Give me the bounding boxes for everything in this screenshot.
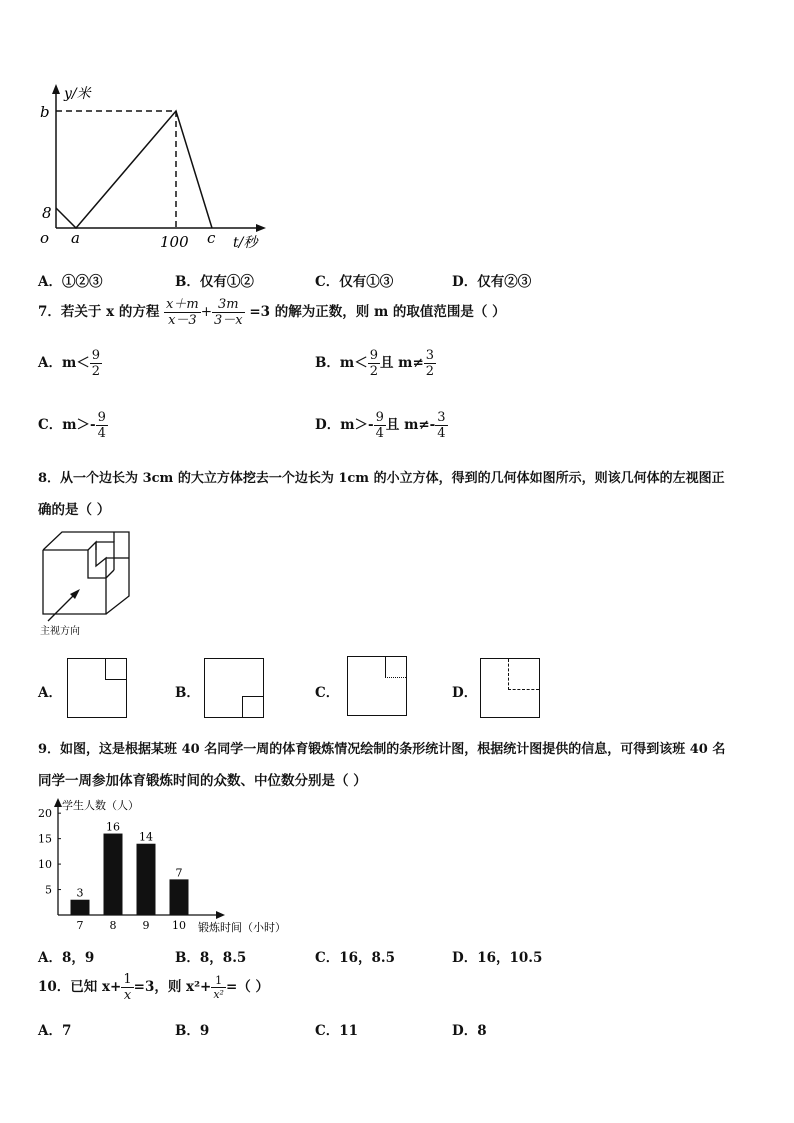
q10-frac1-den: x — [123, 988, 132, 1003]
q7-option-a[interactable] — [38, 348, 102, 379]
q8-line1: 8．从一个边长为 3cm 的大立方体挖去一个边长为 1cm 的小立方体，得到的几何体如图所示，则该几何体的左视图正 — [38, 471, 725, 486]
q7-d-den: 4 — [375, 426, 384, 441]
graph-y-arrow — [52, 84, 60, 94]
q9-option-b[interactable]: B．8，8.5 — [175, 950, 247, 966]
direction-arrow — [48, 593, 76, 621]
q9-option-d[interactable]: D．16，10.5 — [452, 950, 543, 966]
chart-bar — [104, 834, 123, 915]
graph-b-label: b — [40, 103, 50, 121]
q10-mid: =3，则 x²+ — [133, 979, 212, 995]
graph-100-label: 100 — [160, 233, 189, 251]
q7-a-num: 9 — [91, 348, 101, 363]
q7-prefix: 7．若关于 x 的方程 — [38, 304, 160, 320]
cube-notch — [88, 542, 96, 550]
chart-category-label: 9 — [142, 919, 150, 932]
q7-c-den: 4 — [97, 426, 106, 441]
q7-b-den: 2 — [369, 364, 378, 379]
q7-c-frac — [96, 410, 108, 441]
q7-option-d[interactable] — [315, 410, 448, 441]
q7-frac2-num: 3m — [212, 297, 245, 313]
chart-category-label: 7 — [76, 919, 84, 932]
q7-a-den: 2 — [91, 364, 101, 379]
q9-line2: 同学一周参加体育锻炼时间的众数、中位数分别是（ ） — [38, 773, 367, 789]
q8-c-square[interactable] — [347, 656, 407, 716]
chart-bar — [170, 879, 189, 915]
chart-x-arrow — [216, 911, 225, 919]
q7-b-den2: 2 — [425, 364, 435, 379]
q6-option-d[interactable]: D．仅有②③ — [452, 274, 532, 290]
q9-line1: 9．如图，这是根据某班 40 名同学一周的体育锻炼情况绘制的条形统计图，根据统计图提供的信息，可得到该班 40 名 — [38, 742, 726, 757]
q10-option-d[interactable]: D．8 — [452, 1023, 487, 1039]
q7-b-frac — [368, 348, 380, 379]
chart-y-arrow — [54, 798, 62, 807]
q6-option-b[interactable]: B．仅有①② — [175, 274, 254, 290]
q7-d-num2: 3 — [437, 410, 446, 425]
q10-option-a[interactable]: A．7 — [38, 1023, 72, 1039]
q8-d-inner-square — [508, 659, 539, 690]
chart-data-label: 14 — [139, 830, 153, 844]
graph-c-label: c — [207, 229, 216, 247]
q8-c-inner-square — [385, 657, 406, 678]
q7-b-prefix: B．m＜ — [315, 355, 368, 371]
q7-option-c[interactable] — [38, 410, 108, 441]
chart-xlabel: 锻炼时间（小时） — [198, 921, 286, 934]
chart-ylabel: 学生人数（人） — [62, 799, 139, 812]
chart-data-label: 16 — [106, 820, 120, 834]
q8-option-a[interactable]: A． — [38, 685, 62, 701]
q7-c-prefix: C．m＞- — [38, 417, 96, 433]
q7-b-mid: 且 m≠ — [379, 355, 424, 371]
q10-stem — [38, 972, 269, 1003]
q7-c-num: 9 — [97, 410, 106, 425]
q10-suffix: =（ ） — [225, 979, 269, 995]
q7-b-frac2 — [424, 348, 436, 379]
q7-d-frac — [374, 410, 386, 441]
chart-ytick-label: 20 — [38, 807, 52, 821]
cube-notch-edge3 — [106, 570, 114, 578]
cube-notch-top — [96, 542, 114, 558]
q10-frac2-den: x² — [213, 988, 224, 1001]
q7-plus: + — [200, 304, 213, 320]
q7-frac1 — [164, 297, 201, 328]
chart-data-label: 3 — [76, 886, 84, 900]
q7-a-prefix: A．m＜ — [38, 355, 90, 371]
distance-time-graph — [30, 80, 300, 258]
q8-option-c[interactable]: C． — [315, 685, 340, 701]
q7-option-b[interactable] — [315, 348, 436, 379]
q7-frac2 — [212, 297, 245, 328]
chart-data-label: 7 — [175, 866, 183, 880]
q10-frac2-num: 1 — [211, 974, 226, 988]
cube-notch-inner — [96, 542, 106, 578]
q7-frac1-num: x＋m — [166, 297, 199, 312]
q10-frac2 — [211, 974, 226, 1001]
q8-b-square[interactable] — [204, 658, 264, 718]
q8-option-d[interactable]: D． — [452, 685, 478, 701]
chart-ytick-label: 10 — [38, 858, 52, 872]
direction-label: 主视方向 — [40, 626, 80, 637]
q7-frac1-den: x－3 — [168, 313, 197, 328]
q7-d-den2: 4 — [437, 426, 446, 441]
q6-option-a[interactable]: A．①②③ — [38, 274, 103, 290]
graph-line — [56, 111, 212, 228]
bar-chart — [30, 795, 310, 940]
q9-option-a[interactable]: A．8，9 — [38, 950, 95, 966]
graph-t-label: t/秒 — [233, 235, 258, 251]
q7-b-num: 9 — [369, 348, 378, 363]
chart-ytick-label: 15 — [38, 832, 52, 846]
q7-d-prefix: D．m＞- — [315, 417, 374, 433]
cube-top-face — [43, 532, 129, 614]
q10-frac1-num: 1 — [123, 972, 132, 987]
q7-frac2-den: 3－x — [214, 313, 243, 328]
q8-d-square[interactable] — [480, 658, 540, 718]
graph-8-label: 8 — [42, 204, 52, 222]
q8-line2: 确的是（ ） — [38, 502, 111, 518]
chart-bar — [71, 900, 90, 915]
graph-x-arrow — [256, 224, 266, 232]
q9-option-c[interactable]: C．16，8.5 — [315, 950, 396, 966]
chart-category-label: 8 — [109, 919, 117, 932]
q8-option-b[interactable]: B． — [175, 685, 200, 701]
cube-figure — [38, 528, 138, 638]
q10-frac1 — [121, 972, 133, 1003]
q7-d-mid: 且 m≠- — [385, 417, 436, 433]
q8-a-inner-square — [105, 659, 126, 680]
q8-a-square[interactable] — [67, 658, 127, 718]
chart-category-label: 10 — [172, 919, 186, 932]
graph-y-label: y/米 — [64, 86, 91, 102]
q7-stem — [38, 297, 506, 328]
q7-d-num: 9 — [375, 410, 384, 425]
q7-a-frac — [90, 348, 102, 379]
q10-option-b[interactable]: B．9 — [175, 1023, 210, 1039]
q7-suffix: =3 的解为正数，则 m 的取值范围是（ ） — [249, 304, 506, 320]
chart-ytick-label: 5 — [45, 883, 52, 897]
q6-option-c[interactable]: C．仅有①③ — [315, 274, 394, 290]
q10-option-c[interactable]: C．11 — [315, 1023, 359, 1039]
chart-bar — [137, 844, 156, 915]
q8-b-inner-square — [242, 696, 263, 717]
graph-a-label: a — [71, 229, 80, 247]
q10-prefix: 10．已知 x+ — [38, 979, 122, 995]
q7-b-num2: 3 — [425, 348, 435, 363]
graph-o-label: o — [40, 229, 50, 247]
q7-d-frac2 — [435, 410, 447, 441]
